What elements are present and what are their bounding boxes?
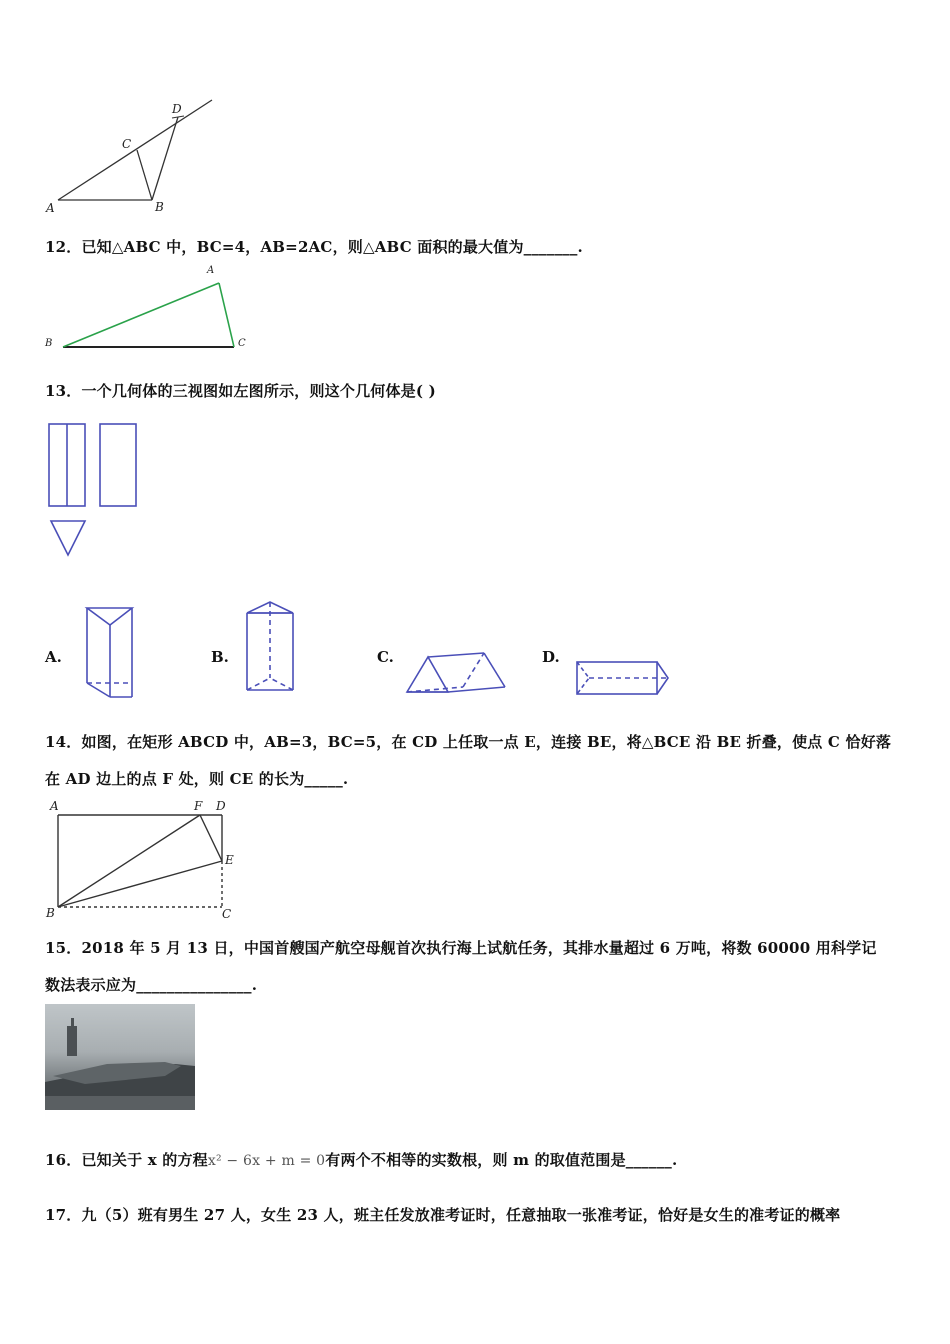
q14-label-d: D <box>216 799 226 813</box>
q14-label-b: B <box>46 906 55 920</box>
question-14-text-line1: 14．如图，在矩形 ABCD 中，AB=3，BC=5，在 CD 上任取一点 E，连接 BE，将△BCE 沿 BE 折叠，使点 C 恰好落 <box>45 733 892 751</box>
q16-equation: x² − 6x + m = 0 <box>207 1153 326 1169</box>
aircraft-carrier-shape <box>45 1004 195 1110</box>
question-14-text-line2: 在 AD 边上的点 F 处，则 CE 的长为_____. <box>45 770 349 788</box>
question-15-text-line1: 15．2018 年 5 月 13 日，中国首艘国产航空母舰首次执行海上试航任务，其排水量超过 6 万吨，将数 60000 用科学记 <box>45 939 877 957</box>
q14-label-a: A <box>50 799 59 813</box>
q11-label-b: B <box>155 200 164 214</box>
q13-option-d-label[interactable]: D. <box>542 648 560 666</box>
q13-option-b-label[interactable]: B. <box>211 648 229 666</box>
question-13-text: 13．一个几何体的三视图如左图所示，则这个几何体是( ) <box>45 382 436 400</box>
question-16-text <box>45 1149 677 1170</box>
q11-label-a: A <box>46 201 55 215</box>
q13-option-a-label[interactable]: A. <box>45 648 62 666</box>
q12-label-b: B <box>45 338 53 349</box>
q14-label-e: E <box>225 853 234 867</box>
q11-label-c: C <box>122 137 132 151</box>
q13-option-c-label[interactable]: C. <box>377 648 394 666</box>
q12-label-a: A <box>207 265 215 276</box>
aircraft-carrier-photo <box>45 1004 195 1110</box>
question-17-text: 17．九（5）班有男生 27 人，女生 23 人，班主任发放准考证时，任意抽取一张准考证，恰好是女生的准考证的概率 <box>45 1206 841 1224</box>
q14-label-c: C <box>222 907 232 921</box>
question-16-text-after: 有两个不相等的实数根，则 m 的取值范围是______. <box>325 1151 678 1169</box>
question-15-text-line2: 数法表示应为_______________. <box>45 976 258 994</box>
question-16-text-before: 16．已知关于 x 的方程 <box>45 1151 208 1169</box>
q11-label-d: D <box>172 102 182 116</box>
question-12-text: 12．已知△ABC 中，BC=4，AB=2AC，则△ABC 面积的最大值为_______. <box>45 238 583 256</box>
q12-label-c: C <box>238 338 246 349</box>
q14-label-f: F <box>194 799 203 813</box>
